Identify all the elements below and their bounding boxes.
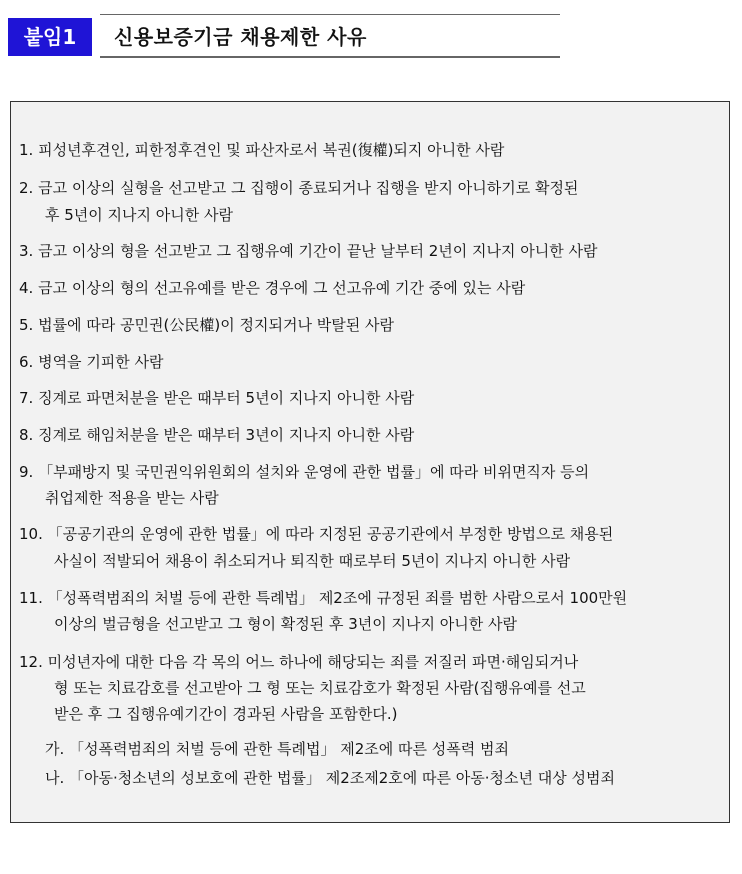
document-header	[8, 14, 560, 58]
title-bottom-rule	[100, 56, 560, 58]
item-9-line-2: 취업제한 적용을 받는 사람	[45, 489, 219, 507]
item-8-line-1: 8. 징계로 해임처분을 받은 때부터 3년이 지나지 아니한 사람	[19, 426, 415, 444]
item-5-line-1: 5. 법률에 따라 공민권(公民權)이 정지되거나 박탈된 사람	[19, 316, 394, 334]
item-6-line-1: 6. 병역을 기피한 사람	[19, 353, 164, 371]
item-11-line-2: 이상의 벌금형을 선고받고 그 형이 확정된 후 3년이 지나지 아니한 사람	[54, 615, 517, 633]
item-10-line-1: 10. 「공공기관의 운영에 관한 법률」에 따라 지정된 공공기관에서 부정한 방법으로 채용된	[19, 525, 614, 543]
item-4-line-1: 4. 금고 이상의 형의 선고유예를 받은 경우에 그 선고유예 기간 중에 있는 사람	[19, 279, 526, 297]
document-title: 신용보증기금 채용제한 사유	[114, 25, 367, 49]
item-1-line-1: 1. 피성년후견인, 피한정후견인 및 파산자로서 복권(復權)되지 아니한 사람	[19, 141, 505, 159]
item-2-line-2: 후 5년이 지나지 아니한 사람	[45, 206, 234, 224]
item-12-line-3: 받은 후 그 집행유예기간이 경과된 사람을 포함한다.)	[54, 705, 398, 723]
item-12-line-2: 형 또는 치료감호를 선고받아 그 형 또는 치료감호가 확정된 사람(집행유예를 선고	[54, 679, 586, 697]
item-3-line-1: 3. 금고 이상의 형을 선고받고 그 집행유예 기간이 끝난 날부터 2년이 지나지 아니한 사람	[19, 242, 598, 260]
item-12-line-1: 12. 미성년자에 대한 다음 각 목의 어느 하나에 해당되는 죄를 저질러 파면·해임되거나	[19, 653, 579, 671]
item-11-line-1: 11. 「성폭력범죄의 처벌 등에 관한 특례법」 제2조에 규정된 죄를 범한 사람으로서 100만원	[19, 589, 628, 607]
item-12-subitem-na: 나. 「아동·청소년의 성보호에 관한 법률」 제2조제2호에 따른 아동·청소년 대상 성범죄	[45, 769, 615, 787]
item-7-line-1: 7. 징계로 파면처분을 받은 때부터 5년이 지나지 아니한 사람	[19, 389, 415, 407]
disqualification-list-box	[10, 101, 730, 823]
item-12-subitem-ga: 가. 「성폭력범죄의 처벌 등에 관한 특례법」 제2조에 따른 성폭력 범죄	[45, 740, 509, 758]
item-2-line-1: 2. 금고 이상의 실형을 선고받고 그 집행이 종료되거나 집행을 받지 아니하기로 확정된	[19, 179, 579, 197]
title-top-rule	[100, 14, 560, 15]
item-10-line-2: 사실이 적발되어 채용이 취소되거나 퇴직한 때로부터 5년이 지나지 아니한 사람	[54, 552, 571, 570]
attachment-badge: 붙임1	[8, 18, 92, 56]
item-9-line-1: 9. 「부패방지 및 국민권익위원회의 설치와 운영에 관한 법률」에 따라 비위면직자 등의	[19, 463, 590, 481]
